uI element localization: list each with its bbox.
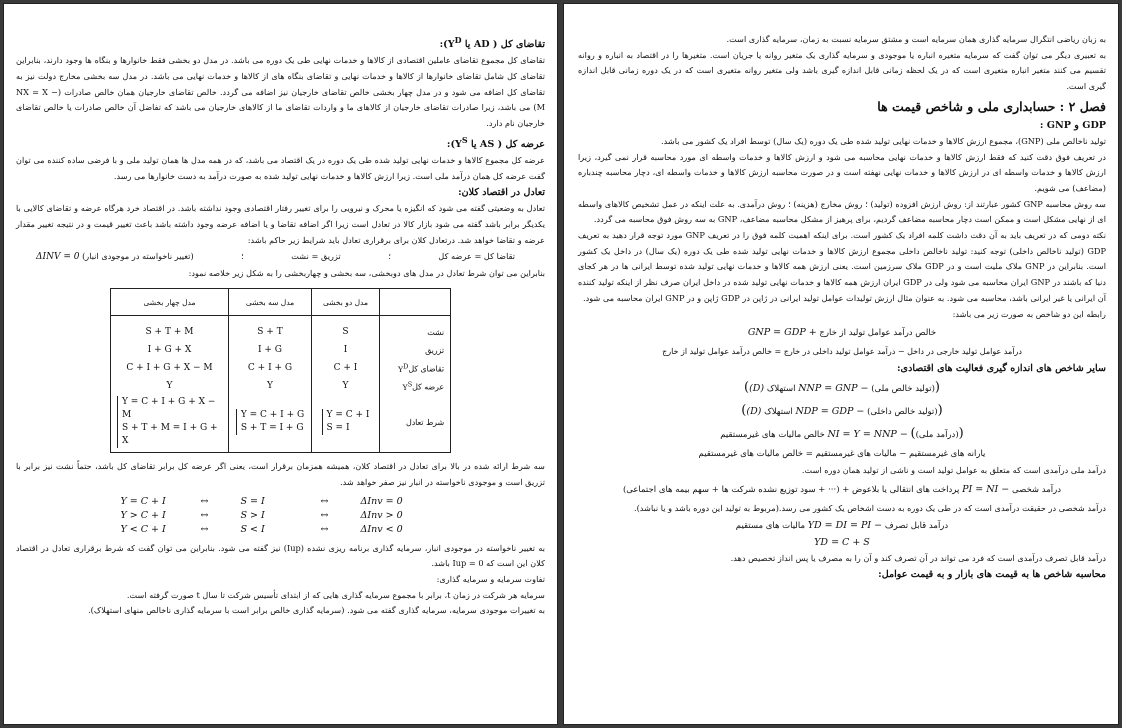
heading-ad-sup: D bbox=[454, 35, 462, 45]
ineq-cell: Y < C + I bbox=[120, 523, 166, 535]
table-cell bbox=[312, 395, 380, 453]
table-row-label-text: تقاضای کل bbox=[408, 364, 444, 374]
paragraph-capital-2: به تغییرات موجودی سرمایه، سرمایه گذاری گفته می شود. (سرمایه گذاری خالص برابر است با سرمایه گذاری ناخالص منهای استهلاک). bbox=[88, 605, 545, 616]
paren-open: ( bbox=[934, 380, 940, 396]
heading-as-text: عرضه کل ( AS یا Y bbox=[455, 138, 545, 150]
cond-line: S + T = I + G bbox=[240, 423, 304, 434]
cond-line: Y = C + I bbox=[326, 410, 370, 421]
condition-brace bbox=[236, 409, 304, 435]
formula-ni-name: (درآمد ملی) bbox=[915, 430, 959, 441]
formula-gnp bbox=[578, 322, 1106, 344]
table-cell bbox=[111, 395, 229, 453]
paragraph-personal-income: درآمد شخصی در حقیقت درآمدی است که در طی یک دوره به دست اشخاص یک کشور می رسد.(مربوط به تولید این دوره باشد و یا نباشد). bbox=[633, 502, 1106, 513]
condition-demand-supply: تقاضا کل = عرضه کل bbox=[438, 251, 515, 262]
paragraph-gnp-4: نکته دومی که در تعریف باید به آن دقت داشت کلمه افراد یک کشور است. برای اینکه اهمیت کلمه فوق را در تعریف GNP مورد توجه قرار دهید به تعریف GDP (تولید ناخالص داخلی) توجه کنید: تولید ناخالص داخلی مجموع ارزش کالاها و خدمات نهایی تولید شده طی یک دوره (یک سال) در داخل یک کشور است. بنابراین در GNP ملاک ملیت است و در GDP ملاک سرزمین است. یعنی ارزش همه کالاها و خدمات نهایی تولید شده توسط ایرانی ها در هر کجای دنیا که باشند در GNP ایران محاسبه می شود ولی در GDP ایران ارزش همه کالاها و خدمات نهایی تولید شده در داخل ایران صرف نظر از اینکه تولید کننده آن ایرانی یا غیر ایرانی باشد، محاسبه می شود. به عنوان مثال ارزش تولیدات عوامل تولید ایرانی در ژاپن در GDP ژاپن و در GNP ایران محاسبه می شود. bbox=[578, 230, 1106, 303]
ineq-arrow: ↔ bbox=[320, 509, 329, 521]
ineq-cell: Y = C + I bbox=[120, 495, 166, 507]
paren-close: ) bbox=[910, 426, 916, 442]
paragraph-gnp-2: در تعریف فوق دقت کنید که فقط ارزش کالاها و خدمات نهایی محاسبه می شود و ارزش کالاها و خدمات واسطه ای مورد محاسبه قرار نمی گیرد، زیرا ارزش کالاها و خدمات واسطه ای در ارزش کالاها و خدمات نهایی نهفته است و در صورت محاسبه ارزش کالاها و خدمات واسطه ای، دچار محاسبه چندباره (مضاعف) می شویم. bbox=[578, 151, 1106, 193]
paren-close: ) bbox=[744, 380, 750, 396]
ineq-cell: S = I bbox=[240, 495, 265, 507]
table-row bbox=[111, 359, 451, 377]
ineq-arrow: ↔ bbox=[200, 523, 209, 535]
table-row bbox=[111, 377, 451, 395]
inequality-row bbox=[121, 523, 441, 537]
ineq-cell: ΔInv = 0 bbox=[360, 495, 403, 507]
symbol-y: Y bbox=[402, 382, 408, 392]
ineq-cell: S < I bbox=[240, 523, 265, 535]
symbol-sup: D bbox=[403, 362, 409, 371]
table-cell: C + I bbox=[312, 359, 380, 377]
heading-aggregate-supply bbox=[16, 133, 545, 152]
table-row-symbol bbox=[397, 362, 409, 374]
formula-ni-math: NI = Y = NNP − bbox=[827, 429, 908, 441]
paragraph-disposable-income: درآمد قابل تصرف درآمدی است که فرد می تواند در آن تصرف کند و آن را به مصرف یا پس انداز تخصیص دهد. bbox=[730, 552, 1106, 563]
cond-line: S + T + M = I + G + X bbox=[122, 423, 218, 447]
table-cell: S + T bbox=[229, 316, 312, 342]
ineq-arrow: ↔ bbox=[200, 509, 209, 521]
formula-yd-text: مالیات های مستقیم bbox=[735, 520, 806, 531]
formula-ni bbox=[578, 423, 1106, 446]
ineq-cell: ΔInv > 0 bbox=[360, 509, 403, 521]
ineq-arrow: ↔ bbox=[320, 495, 329, 507]
table-row-label: نشت bbox=[380, 316, 451, 342]
condition-leak-inject: تزریق = نشت bbox=[291, 251, 341, 262]
table-row-label bbox=[380, 359, 451, 377]
table-cell bbox=[229, 395, 312, 453]
formula-ndp-name: (تولید خالص داخلی) bbox=[867, 407, 938, 418]
formula-yd-math: YD = DI = PI − bbox=[807, 519, 883, 531]
equilibrium-table-wrap bbox=[16, 288, 545, 453]
condition-brace bbox=[322, 409, 370, 435]
paragraph-gnp-3: سه روش محاسبه GNP کشور عبارتند از: روش ارزش افزوده (تولید) ؛ روش مخارج (هزینه) ؛ روش درآمدی. به علت اینکه در عمل تشخیص کالاهای واسطه ای از نهایی مشکل است و ممکن است دچار محاسبه مضاعف گردیم، برای پرهیز از مشکل محاسبه مضاعف، GNP به سه روش فوق محاسبه می گردد. bbox=[578, 198, 1106, 225]
heading-gdp-gnp: GDP و GNP : bbox=[1039, 119, 1106, 131]
paragraph-equilibrium: تعادل به وضعیتی گفته می شود که انگیزه یا محرک و نیرویی را برای تغییر رفتار اقتصادی وجود نداشته باشد. در اقتصاد خرد هرگاه عرضه و تقاضای کالایی با یکدیگر برابر باشد گفته می شود بازار کالا در تعادل است زیرا اگر اضافه تقاضا و یا اضافه عرضه وجود داشته باشد باعث تغییر قیمت و در نتیجه تغییر مقدار عرضه و تقاضا خواهد شد. درتعادل کلان برای برقراری تعادل باید شرایط زیر حاکم باشد: bbox=[16, 203, 545, 245]
paragraph-aggregate-supply: عرضه کل مجموع کالاها و خدمات نهایی تولید شده طی یک دوره در یک اقتصاد می باشد، که در همه مدل ها همان تولید ملی و با فرضی ساده کننده می توان گفت عرضه کل همان درآمد ملی است. زیرا ارزش کالاها و خدمات نهایی تولید شده به صورت درآمد به دست خانوارها می رسد. bbox=[16, 154, 545, 181]
table-cell: Y bbox=[229, 377, 312, 395]
condition-brace bbox=[117, 396, 222, 448]
heading-market-prices: محاسبه شاخص ها به قیمت های بازار و به قیمت عوامل: bbox=[878, 569, 1106, 581]
table-header: مدل سه بخشی bbox=[229, 289, 312, 316]
formula-ndp-math: NDP = GDP − bbox=[795, 406, 865, 418]
paragraph-capital-heading: تفاوت سرمایه و سرمایه گذاری: bbox=[436, 573, 545, 584]
equilibrium-table bbox=[110, 288, 451, 453]
formula-yd-identity-math: YD = C + S bbox=[814, 536, 870, 548]
symbol-y: Y bbox=[397, 364, 404, 374]
formula-pi-math: PI = NI − bbox=[962, 483, 1010, 495]
formula-ndp bbox=[578, 400, 1106, 423]
table-row bbox=[111, 341, 451, 359]
cond-line: S = I bbox=[326, 423, 350, 434]
formula-nnp bbox=[578, 377, 1106, 400]
paragraph-aggregate-demand: تقاضای کل مجموع تقاضای عاملین اقتصادی از کالاها و خدمات نهایی طی یک دوره می باشد. در مدل دو بخشی فقط خانوارها و بنگاه ها وجود دارند، بنابراین تقاضای کل شامل تقاضای خانوارها از کالاها و خدمات نهایی و تقاضای بنگاه های از کالاها و خدمات نهایی می باشد. در مدل سه بخشی مخارج دولت نیز به تقاضای کل اضافه می شود و در مدل چهار بخشی خالص تقاضای خارجیان نیز اضافه می گردد. خالص تقاضای خارجیان همان خالص صادرات (NX = X − M) می باشد، زیرا صادرات تقاضای خارجیان از کالاهای ما و واردات تقاضای ما از کالاهای خارجیان می باشد که تفاضل آن خالص صادرات یا خالص تقاضای خارجیان نام دارد. bbox=[16, 55, 545, 128]
table-cell: C + I + G + X − M bbox=[111, 359, 229, 377]
formula-nnp-text: استهلاک bbox=[766, 384, 796, 395]
table-cell: I + G bbox=[229, 341, 312, 359]
condition-separator: ؛ bbox=[388, 251, 391, 262]
heading-ad-text: تقاضای کل ( AD یا Y bbox=[447, 39, 545, 51]
paragraph-unplanned-investment: به تغییر ناخواسته در موجودی انبار، سرمایه گذاری برنامه ریزی نشده (Iup) نیز گفته می شود. بنابراین می توان گفت که شرط برقراری تعادل در اقتصاد کلان این است که Iup = 0 باشد. bbox=[16, 542, 545, 569]
heading-equilibrium: تعادل در اقتصاد کلان: bbox=[458, 187, 545, 199]
formula-ndp-text: استهلاک bbox=[764, 407, 793, 418]
inequality-row bbox=[121, 509, 441, 523]
paragraph-national-income: درآمد ملی درآمدی است که متعلق به عوامل تولید است و ناشی از تولید همان دوره است. bbox=[801, 465, 1106, 476]
ineq-cell: ΔInv < 0 bbox=[360, 523, 403, 535]
formula-net-factor-income: درآمد عوامل تولید خارجی در داخل − درآمد عوامل تولید داخلی در خارج = خالص درآمد عوامل تولید از خارج bbox=[662, 347, 1022, 357]
formula-ni-text: خالص مالیات های غیرمستقیم bbox=[720, 430, 825, 441]
table-cell: S bbox=[312, 316, 380, 342]
formula-nnp-math: NNP = GNP − bbox=[798, 383, 869, 395]
paragraph-models: بنابراین می توان شرط تعادل در مدل های دوبخشی، سه بخشی و چهاربخشی را به شکل زیر خلاصه نمود: bbox=[188, 268, 545, 279]
formula-gnp-text: خالص درآمد عوامل تولید از خارج bbox=[819, 328, 937, 339]
condition-inventory-math: ΔINV = 0 bbox=[36, 252, 80, 263]
paren-close: ) bbox=[741, 403, 747, 419]
formula-pi-text: پرداخت های انتقالی یا بلاعوض + (··· + سود توزیع نشده شرکت ها + سهم بیمه های اجتماعی) bbox=[622, 484, 960, 495]
inequality-row bbox=[121, 495, 441, 509]
equilibrium-conditions bbox=[16, 248, 545, 266]
formula-nnp-name: (تولید خالص ملی) bbox=[871, 384, 935, 395]
formula-yd bbox=[578, 517, 1106, 535]
table-header: مدل چهار بخشی bbox=[111, 289, 229, 316]
formula-yd-name: درآمد قابل تصرف bbox=[884, 520, 949, 531]
paren-open: ( bbox=[958, 426, 964, 442]
paragraph-gnp-1: تولید ناخالص ملی (GNP)، مجموع ارزش کالاها و خدمات نهایی تولید شده طی یک دوره (یک سال) توسط افراد یک کشور می باشد. bbox=[661, 135, 1106, 146]
formula-yd-identity bbox=[578, 535, 1106, 551]
inequality-block bbox=[121, 495, 441, 537]
condition-separator: ؛ bbox=[241, 251, 244, 262]
heading-ad-end: ): bbox=[439, 39, 448, 51]
table-row bbox=[111, 395, 451, 453]
table-header: مدل دو بخشی bbox=[312, 289, 380, 316]
chapter-title: فصل ۲ : حسابداری ملی و شاخص قیمت ها bbox=[877, 98, 1106, 114]
table-cell: I + G + X bbox=[111, 341, 229, 359]
table-cell: Y bbox=[312, 377, 380, 395]
formula-pi-name: درآمد شخصی bbox=[1011, 484, 1062, 495]
formula-ndp-tag: (D) bbox=[746, 406, 762, 418]
symbol-sup: S bbox=[407, 380, 413, 389]
paren-open: ( bbox=[937, 403, 943, 419]
heading-aggregate-demand bbox=[16, 33, 545, 52]
table-row-label: شرط تعادل bbox=[380, 395, 451, 453]
paragraph-integral: به زبان ریاضی انتگرال سرمایه گذاری همان سرمایه است و مشتق سرمایه نسبت به زمان، سرمایه گذاری است. bbox=[726, 34, 1106, 44]
right-page bbox=[563, 3, 1119, 725]
heading-as-end: ): bbox=[446, 138, 455, 150]
paragraph-capital-1: سرمایه هر شرکت در زمان t، برابر با مجموع سرمایه گذاری هایی که از ابتدای تأسیس شرکت تا سال t صورت گرفته است. bbox=[126, 589, 545, 600]
table-header bbox=[380, 289, 451, 316]
table-cell: I bbox=[312, 341, 380, 359]
formula-nnp-tag: (D) bbox=[749, 383, 765, 395]
formula-pi bbox=[578, 479, 1106, 501]
ineq-arrow: ↔ bbox=[200, 495, 209, 507]
paragraph-three-conditions: سه شرط ارائه شده در بالا برای تعادل در اقتصاد کلان، همیشه همزمان برقرار است، یعنی اگر عرضه کل برابر تقاضای کل باشد، حتماً نشت نیز برابر با تزریق است و موجودی ناخواسته در انبار نیز صفر خواهد شد. bbox=[16, 461, 545, 487]
heading-as-sup: S bbox=[461, 134, 468, 145]
table-row bbox=[111, 316, 451, 342]
table-cell: S + T + M bbox=[111, 316, 229, 342]
ineq-arrow: ↔ bbox=[320, 523, 329, 535]
condition-inventory-text: (تغییر ناخواسته در موجودی انبار) bbox=[82, 251, 194, 262]
paragraph-relation: رابطه این دو شاخص به صورت زیر می باشد: bbox=[952, 308, 1106, 319]
formula-gnp-math: GNP = GDP + bbox=[747, 327, 817, 339]
table-cell: C + I + G bbox=[229, 359, 312, 377]
table-row-symbol bbox=[402, 380, 413, 392]
heading-other-indices: سایر شاخص های اندازه گیری فعالیت های اقتصادی: bbox=[897, 363, 1106, 375]
cond-line: Y = C + I + G bbox=[240, 410, 305, 421]
table-header-row bbox=[111, 289, 451, 316]
table-row-label: تزریق bbox=[380, 341, 451, 359]
formula-indirect-tax: یارانه های غیرمستقیم − مالیات های غیرمستقیم = خالص مالیات های غیرمستقیم bbox=[698, 449, 986, 460]
table-cell: Y bbox=[111, 377, 229, 395]
ineq-cell: Y > C + I bbox=[120, 509, 166, 521]
cond-line: Y = C + I + G + X − M bbox=[122, 397, 216, 421]
table-row-label-text: عرضه کل bbox=[412, 382, 444, 392]
ineq-cell: S > I bbox=[240, 509, 265, 521]
condition-inventory bbox=[36, 248, 194, 266]
table-row-label bbox=[380, 377, 451, 395]
paragraph-stock-flow: به تعبیری دیگر می توان گفت که سرمایه متغیره انباره یا موجودی و سرمایه گذاری یک متغیر روانه یا جریان است. متغیرها را در اقتصاد به انباره و روانه تقسیم می کنند متغیر انباره متغیری است که در یک لحظه زمانی قابل اندازه گیری باشد ولی متغیر روانه متغیری است که در یک دوره زمانی قابل اندازه گیری است. bbox=[578, 49, 1106, 92]
left-page bbox=[3, 3, 558, 725]
